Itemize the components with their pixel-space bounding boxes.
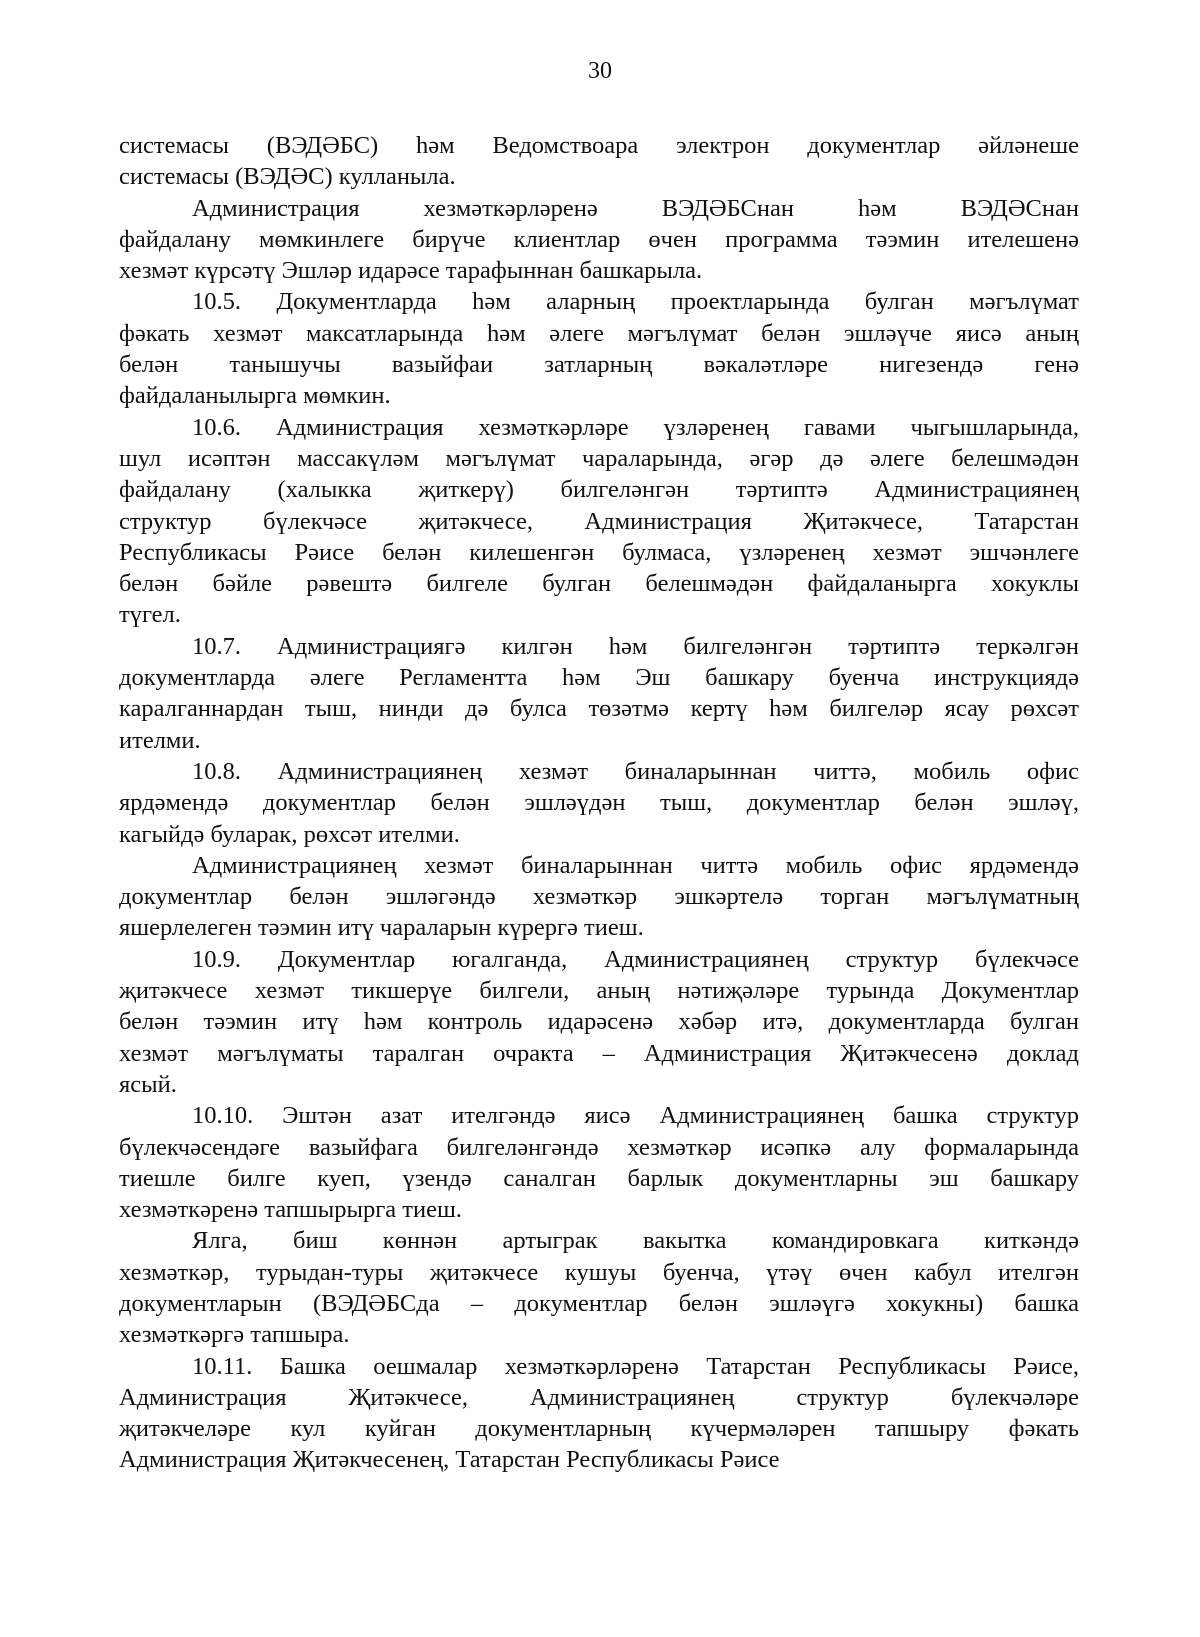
paragraph (119, 1100, 1079, 1225)
text-line: Администрация хезмәткәрләренә ВЭДӘБСнан һәм ВЭДӘСнан (192, 194, 1079, 222)
text-line: хезмәт мәгълүматы таралган очракта – Администрация Җитәкчесенә доклад (119, 1039, 1079, 1067)
text-line: бүлекчәсендәге вазыйфага билгеләнгәндә хезмәткәр исәпкә алу формаларында (119, 1133, 1079, 1161)
text-line: Администрация Җитәкчесе, Администрациянең структур бүлекчәләре (119, 1383, 1079, 1411)
text-line: системасы (ВЭДӘС) кулланыла. (119, 163, 456, 191)
page-number: 30 (588, 58, 612, 84)
text-line: Республикасы Рәисе белән килешенгән булмаса, үзләренең хезмәт эшчәнлеге (119, 538, 1079, 566)
paragraph (119, 850, 1079, 944)
text-line: 10.9. Документлар югалганда, Администрациянең структур бүлекчәсе (192, 945, 1079, 973)
paragraph (119, 1225, 1079, 1350)
paragraph (119, 756, 1079, 850)
paragraph (119, 286, 1079, 411)
text-line: Администрациянең хезмәт биналарыннан читтә мобиль офис ярдәмендә (192, 851, 1079, 879)
text-line: белән тәэмин итү һәм контроль идарәсенә хәбәр итә, документларда булган (119, 1008, 1079, 1036)
text-line: хезмәткәргә тапшыра. (119, 1321, 350, 1349)
paragraph (119, 1351, 1079, 1476)
text-line: хезмәткәренә тапшырырга тиеш. (119, 1196, 462, 1224)
text-line: тиешле билге куеп, үзендә саналган барлык документларны эш башкару (119, 1164, 1079, 1192)
text-line: ярдәмендә документлар белән эшләүдән тыш, документлар белән эшләү, (119, 789, 1079, 817)
text-line: каралганнардан тыш, нинди дә булса төзәтмә кертү һәм билгеләр ясау рөхсәт (119, 695, 1079, 723)
text-line: 10.7. Администрациягә килгән һәм билгеләнгән тәртиптә теркәлгән (192, 632, 1079, 660)
text-line: 10.5. Документларда һәм аларның проектларында булган мәгълүмат (192, 288, 1079, 316)
text-line: белән танышучы вазыйфаи затларның вәкаләтләре нигезендә генә (119, 351, 1079, 379)
text-line: яшерлелеген тәэмин итү чараларын күрергә тиеш. (119, 914, 644, 942)
text-line: файдаланылырга мөмкин. (119, 382, 391, 410)
text-line: хезмәт күрсәтү Эшләр идарәсе тарафыннан башкарыла. (119, 257, 703, 285)
text-line: хезмәткәр, турыдан-туры җитәкчесе кушуы буенча, үтәү өчен кабул ителгән (119, 1258, 1079, 1286)
text-line: Ялга, биш көннән артыграк вакытка командировкага киткәндә (192, 1227, 1079, 1255)
paragraph (119, 412, 1079, 631)
text-line: ясый. (119, 1070, 177, 1098)
text-line: 10.10. Эштән азат ителгәндә яисә Администрациянең башка структур (192, 1102, 1079, 1130)
text-line: документлар белән эшләгәндә хезмәткәр эшкәртелә торган мәгълүматның (119, 883, 1079, 911)
paragraph (119, 944, 1079, 1100)
text-line: файдалану мөмкинлеге бирүче клиентлар өчен программа тәэмин ителешенә (119, 225, 1079, 253)
text-line: файдалану (халыкка җиткерү) билгеләнгән тәртиптә Администрациянең (119, 476, 1079, 504)
text-line: җитәкчеләре кул куйган документларның күчермәләрен тапшыру фәкать (119, 1415, 1079, 1443)
text-line: шул исәптән массакүләм мәгълүмат чараларында, әгәр дә әлеге белешмәдән (119, 444, 1079, 472)
text-line: системасы (ВЭДӘБС) һәм Ведомствоара электрон документлар әйләнеше (119, 132, 1079, 159)
text-line: 10.11. Башка оешмалар хезмәткәрләренә Татарстан Республикасы Рәисе, (192, 1352, 1079, 1380)
paragraph (119, 130, 1079, 193)
text-line: Администрация Җитәкчесенең, Татарстан Республикасы Рәисе (119, 1446, 780, 1474)
text-line: документларда әлеге Регламентта һәм Эш башкару буенча инструкциядә (119, 664, 1079, 692)
text-line: фәкать хезмәт максатларында һәм әлеге мәгълүмат белән эшләүче яисә аның (119, 319, 1079, 347)
text-line: документларын (ВЭДӘБСда – документлар белән эшләүгә хокукны) башка (119, 1289, 1079, 1317)
text-line: 10.6. Администрация хезмәткәрләре үзләренең гавами чыгышларында, (192, 413, 1079, 441)
text-line: белән бәйле рәвештә билгеле булган белешмәдән файдаланырга хокуклы (119, 570, 1079, 598)
text-line: ителми. (119, 726, 201, 754)
text-line: түгел. (119, 601, 181, 629)
text-line: җитәкчесе хезмәт тикшерүе билгели, аның нәтиҗәләре турында Документлар (119, 977, 1079, 1005)
text-line: структур бүлекчәсе җитәкчесе, Администрация Җитәкчесе, Татарстан (119, 507, 1079, 535)
paragraph (119, 631, 1079, 756)
text-line: 10.8. Администрациянең хезмәт биналарыннан читтә, мобиль офис (192, 757, 1079, 785)
body-text (119, 130, 1079, 1476)
text-line: кагыйдә буларак, рөхсәт ителми. (119, 820, 460, 848)
paragraph (119, 193, 1079, 287)
